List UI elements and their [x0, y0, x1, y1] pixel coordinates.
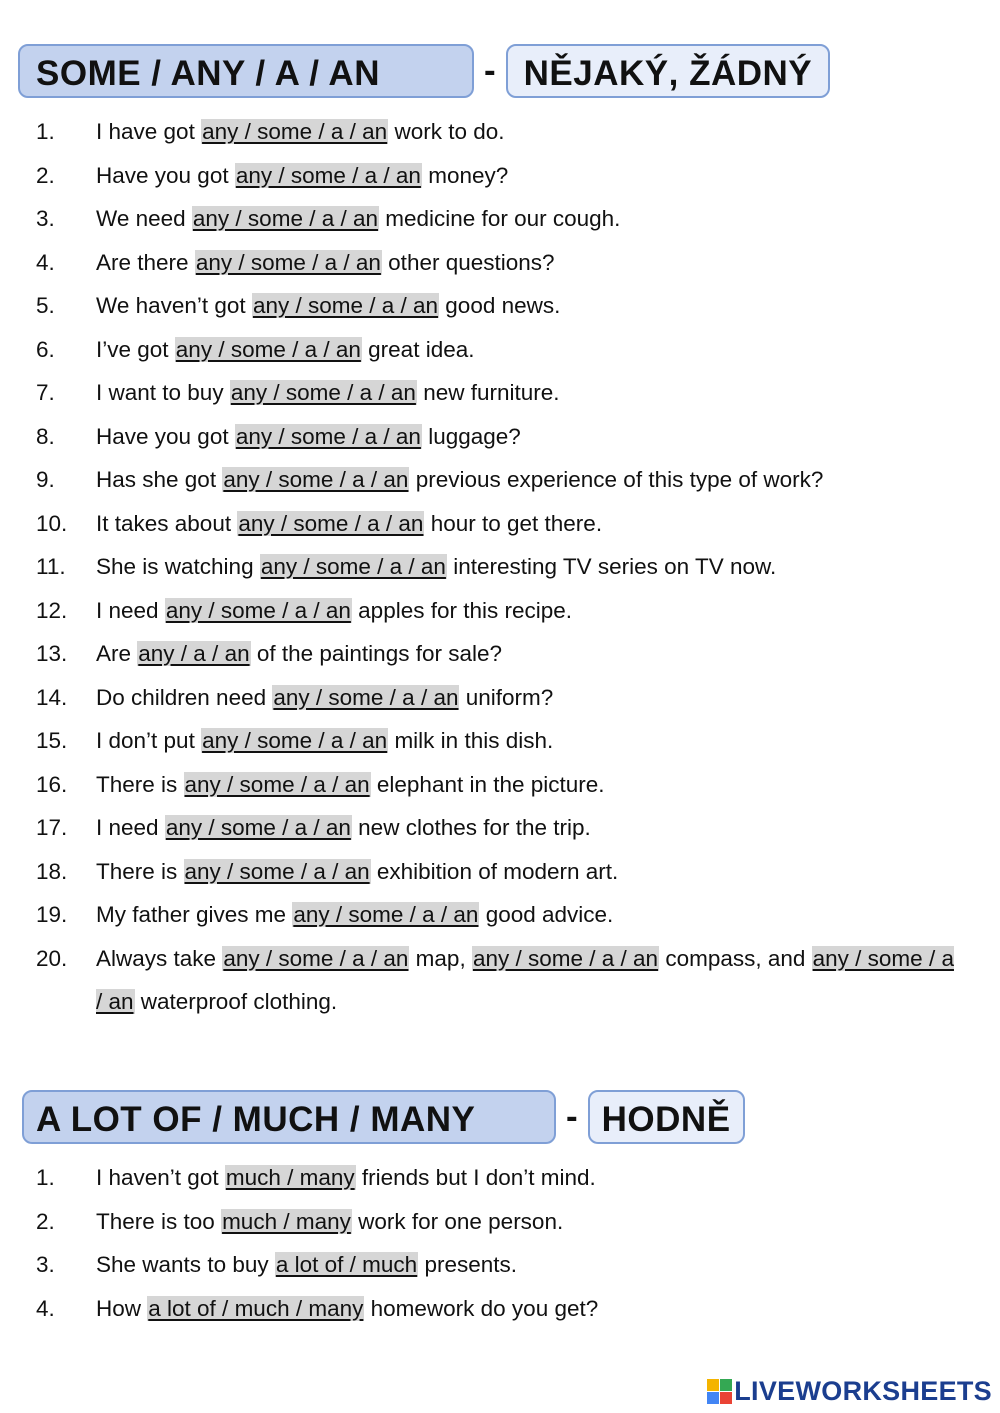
- answer-choice[interactable]: any / a / an: [138, 641, 250, 666]
- item-number: 7.: [36, 380, 55, 405]
- answer-choice[interactable]: any / some / a / an: [260, 554, 446, 579]
- answer-choice[interactable]: much / many: [222, 1208, 351, 1234]
- item-sentence: [96, 328, 966, 372]
- item-number: 8.: [36, 423, 55, 449]
- item-number: 12.: [36, 597, 68, 623]
- answer-choice[interactable]: any / some / a / an: [96, 945, 954, 1014]
- answer-choice[interactable]: any / some / a / an: [195, 249, 381, 275]
- section2-dash: -: [566, 1097, 578, 1136]
- item-number: 1.: [36, 1165, 55, 1190]
- answer-choice[interactable]: any / some / a / an: [165, 597, 351, 623]
- item-sentence: [96, 1156, 966, 1200]
- sentence-text: She wants to buy: [96, 1252, 275, 1277]
- item-sentence: [96, 1200, 966, 1244]
- answer-choice[interactable]: a lot of / much: [275, 1252, 418, 1277]
- sentence-text: We need: [96, 206, 192, 231]
- sentence-text: Always take: [96, 945, 223, 971]
- answer-choice[interactable]: any / some / a / an: [238, 510, 424, 536]
- sentence-text: presents.: [418, 1252, 517, 1277]
- sentence-text: interesting TV series on TV now.: [446, 554, 777, 579]
- answer-choice[interactable]: much / many: [225, 1165, 355, 1190]
- liveworksheets-logo: [707, 1376, 992, 1407]
- item-number: 2.: [36, 162, 55, 188]
- answer-choice[interactable]: any / some / a / an: [235, 162, 421, 188]
- answer-choice[interactable]: any / some / a / an: [165, 815, 351, 840]
- item-sentence: [96, 1287, 966, 1331]
- sentence-text: homework do you get?: [364, 1295, 599, 1321]
- item-number: 2.: [36, 1208, 55, 1234]
- item-number: 14.: [36, 684, 68, 710]
- answer-choice[interactable]: any / some / a / an: [230, 380, 416, 405]
- sentence-text: new furniture.: [416, 380, 560, 405]
- sentence-text: I haven’t got: [96, 1165, 225, 1190]
- item-number: 6.: [36, 336, 55, 362]
- item-number: 11.: [36, 554, 66, 579]
- item-sentence: [96, 806, 966, 850]
- sentence-text: previous experience of this type of work?: [409, 467, 824, 492]
- sentence-text: of the paintings for sale?: [250, 641, 503, 666]
- sentence-text: Are: [96, 641, 138, 666]
- item-number: 9.: [36, 467, 55, 492]
- answer-choice[interactable]: any / some / a / an: [192, 206, 379, 231]
- item-sentence: [96, 1243, 966, 1287]
- item-number: 4.: [36, 249, 55, 275]
- sentence-text: good news.: [439, 293, 561, 318]
- answer-choice[interactable]: any / some / a / an: [202, 728, 388, 753]
- item-sentence: [96, 850, 966, 894]
- item-number: 19.: [36, 902, 68, 927]
- sentence-text: I’ve got: [96, 336, 175, 362]
- item-number: 5.: [36, 293, 55, 318]
- answer-choice[interactable]: any / some / a / an: [202, 119, 388, 144]
- item-sentence: [96, 937, 966, 1024]
- item-sentence: [96, 110, 966, 154]
- sentence-text: exhibition of modern art.: [370, 858, 619, 884]
- answer-choice[interactable]: any / some / a / an: [184, 858, 370, 884]
- sentence-text: apples for this recipe.: [351, 597, 573, 623]
- sentence-text: It takes about: [96, 510, 238, 536]
- logo-text: LIVEWORKSHEETS: [734, 1376, 992, 1406]
- sentence-text: great idea.: [361, 336, 475, 362]
- sentence-text: I don’t put: [96, 728, 202, 753]
- section1-title: SOME / ANY / A / AN: [18, 44, 474, 98]
- answer-choice[interactable]: any / some / a / an: [223, 467, 409, 492]
- item-sentence: [96, 502, 966, 546]
- sentence-text: There is: [96, 771, 184, 797]
- item-sentence: [96, 545, 966, 589]
- sentence-text: new clothes for the trip.: [351, 815, 591, 840]
- liveworksheets-icon: [707, 1379, 732, 1404]
- section2-header: [22, 1090, 745, 1144]
- sentence-text: uniform?: [459, 684, 554, 710]
- item-sentence: [96, 197, 966, 241]
- sentence-text: She is watching: [96, 554, 260, 579]
- section1-subtitle: NĚJAKÝ, ŽÁDNÝ: [506, 44, 830, 98]
- item-number: 3.: [36, 206, 55, 231]
- item-number: 10.: [36, 510, 68, 536]
- sentence-text: There is: [96, 858, 184, 884]
- sentence-text: medicine for our cough.: [379, 206, 621, 231]
- item-sentence: [96, 458, 966, 502]
- item-sentence: [96, 241, 966, 285]
- item-sentence: [96, 632, 966, 676]
- sentence-text: Are there: [96, 249, 195, 275]
- sentence-text: luggage?: [421, 423, 521, 449]
- sentence-text: We haven’t got: [96, 293, 252, 318]
- item-sentence: [96, 893, 966, 937]
- section1-dash: -: [484, 51, 496, 90]
- sentence-text: waterproof clothing.: [134, 989, 338, 1014]
- sentence-text: good advice.: [479, 902, 614, 927]
- sentence-text: money?: [421, 162, 509, 188]
- sentence-text: I want to buy: [96, 380, 230, 405]
- answer-choice[interactable]: any / some / a / an: [175, 336, 361, 362]
- section1-header: [18, 44, 830, 98]
- sentence-text: How: [96, 1295, 148, 1321]
- section2-subtitle: HODNĚ: [588, 1090, 745, 1144]
- item-sentence: [96, 371, 966, 415]
- item-sentence: [96, 154, 966, 198]
- sentence-text: Have you got: [96, 423, 235, 449]
- sentence-text: elephant in the picture.: [370, 771, 605, 797]
- answer-choice[interactable]: any / some / a / an: [273, 684, 459, 710]
- sentence-text: Has she got: [96, 467, 223, 492]
- item-number: 20.: [36, 945, 68, 971]
- item-sentence: [96, 284, 966, 328]
- item-number: 16.: [36, 771, 68, 797]
- item-number: 15.: [36, 728, 68, 753]
- sentence-text: I have got: [96, 119, 202, 144]
- item-number: 18.: [36, 858, 68, 884]
- answer-choice[interactable]: any / some / a / an: [235, 423, 421, 449]
- sentence-text: compass, and: [659, 945, 812, 971]
- answer-choice[interactable]: any / some / a / an: [252, 293, 439, 318]
- item-number: 13.: [36, 641, 68, 666]
- sentence-text: hour to get there.: [424, 510, 603, 536]
- item-number: 3.: [36, 1252, 55, 1277]
- sentence-text: There is too: [96, 1208, 222, 1234]
- sentence-text: work to do.: [388, 119, 505, 144]
- sentence-text: milk in this dish.: [388, 728, 554, 753]
- item-number: 4.: [36, 1295, 55, 1321]
- sentence-text: I need: [96, 597, 165, 623]
- item-sentence: [96, 676, 966, 720]
- answer-choice[interactable]: any / some / a / an: [293, 902, 479, 927]
- item-number: 1.: [36, 119, 55, 144]
- item-sentence: [96, 719, 966, 763]
- sentence-text: work for one person.: [351, 1208, 564, 1234]
- answer-choice[interactable]: a lot of / much / many: [148, 1295, 364, 1321]
- sentence-text: I need: [96, 815, 165, 840]
- answer-choice[interactable]: any / some / a / an: [472, 945, 659, 971]
- sentence-text: Have you got: [96, 162, 235, 188]
- sentence-text: My father gives me: [96, 902, 293, 927]
- answer-choice[interactable]: any / some / a / an: [184, 771, 370, 797]
- answer-choice[interactable]: any / some / a / an: [223, 945, 409, 971]
- item-sentence: [96, 589, 966, 633]
- item-sentence: [96, 763, 966, 807]
- item-number: 17.: [36, 815, 68, 840]
- sentence-text: Do children need: [96, 684, 273, 710]
- sentence-text: other questions?: [381, 249, 555, 275]
- section2-title: A LOT OF / MUCH / MANY: [22, 1090, 556, 1144]
- sentence-text: map,: [409, 945, 472, 971]
- item-sentence: [96, 415, 966, 459]
- sentence-text: friends but I don’t mind.: [355, 1165, 596, 1190]
